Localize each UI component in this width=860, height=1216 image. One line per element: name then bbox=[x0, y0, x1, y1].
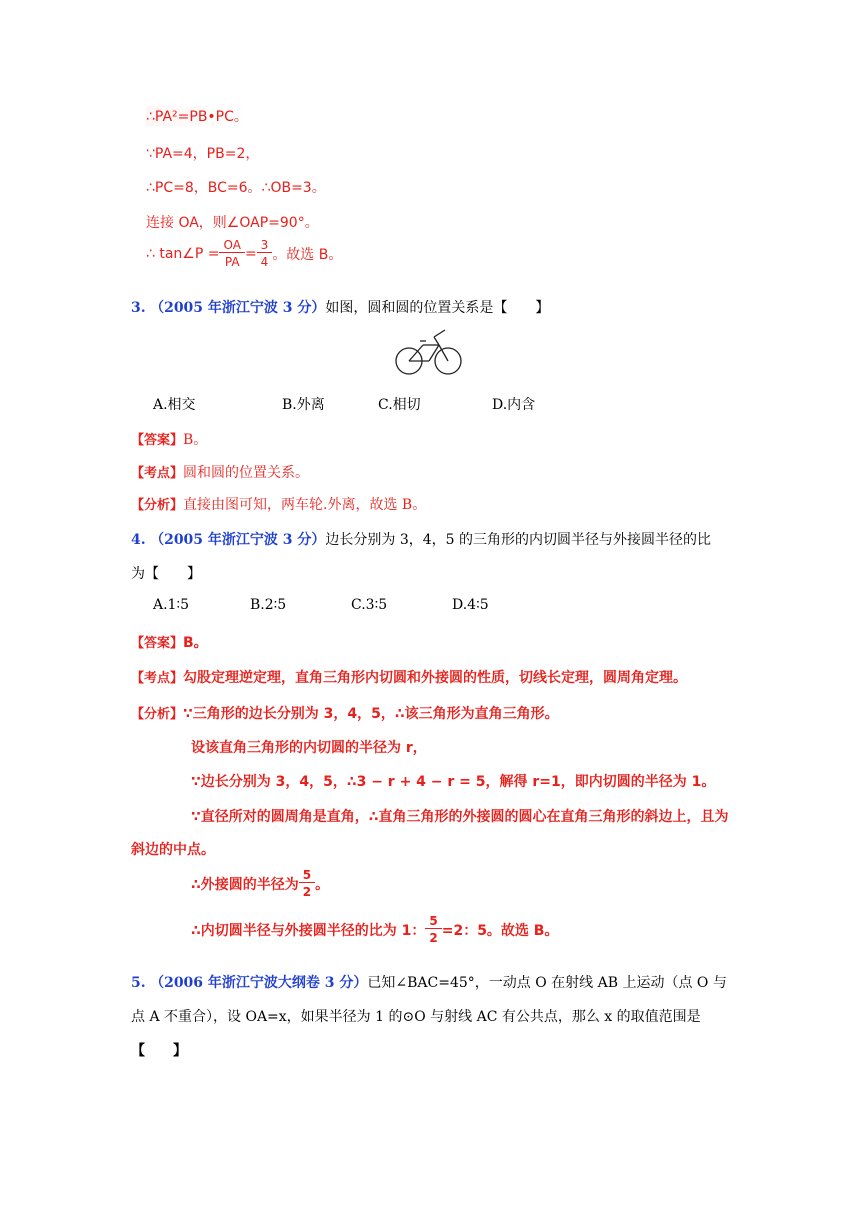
q3-number: 3. bbox=[131, 300, 146, 316]
analysis-value: 直接由图可知，两车轮.外离，故选 B。 bbox=[183, 497, 427, 513]
frac-num: 5 bbox=[429, 914, 438, 928]
frac-den: PA bbox=[224, 255, 240, 269]
q4-source: （2005 年浙江宁波 3 分） bbox=[150, 532, 326, 548]
q3-analysis bbox=[131, 494, 426, 514]
q3-point bbox=[131, 462, 309, 482]
tan-prefix: ∴ tan∠P = bbox=[146, 245, 220, 262]
answer-value: B。 bbox=[183, 635, 208, 651]
q5-stem-line-1 bbox=[131, 972, 727, 992]
point-value: 圆和圆的位置关系。 bbox=[183, 465, 310, 481]
frac-num: 5 bbox=[302, 868, 312, 882]
point-tag: 【考点】 bbox=[131, 466, 184, 481]
q4-point bbox=[131, 667, 687, 687]
frac-den: 2 bbox=[429, 931, 438, 945]
point-value: 勾股定理逆定理，直角三角形内切圆和外接圆的性质，切线长定理，圆周角定理。 bbox=[183, 670, 688, 686]
q4-analysis-line-7 bbox=[191, 914, 558, 945]
radius-suffix: 。 bbox=[315, 876, 330, 893]
fraction-5-2 bbox=[301, 868, 313, 899]
ratio-prefix: ∴内切圆半径与外接圆半径的比为 1： bbox=[191, 922, 426, 939]
q3-option-d: D.内含 bbox=[492, 397, 536, 413]
q4-analysis-line-6 bbox=[191, 868, 329, 899]
equals-sign: = bbox=[244, 245, 257, 262]
frac-num: OA bbox=[223, 238, 241, 252]
q3-option-a: A.相交 bbox=[153, 397, 196, 413]
frac-den: 4 bbox=[260, 255, 269, 269]
q4-stem: 边长分别为 3，4，5 的三角形的内切圆半径与外接圆半径的比 bbox=[325, 532, 712, 548]
solution-line-2: ∵PA=4，PB=2， bbox=[146, 146, 260, 162]
q5-stem: 已知∠BAC=45°，一动点 O 在射线 AB 上运动（点 O 与 bbox=[367, 975, 727, 991]
answer-tag: 【答案】 bbox=[131, 433, 184, 448]
q4-analysis-line-5: 斜边的中点。 bbox=[131, 842, 215, 858]
frac-den: 2 bbox=[302, 885, 312, 899]
ratio-suffix: =2：5。故选 B。 bbox=[441, 922, 559, 939]
answer-tag: 【答案】 bbox=[131, 636, 184, 651]
q4-option-b: B.2∶5 bbox=[250, 597, 287, 613]
solution-line-3: ∴PC=8，BC=6。∴OB=3。 bbox=[146, 180, 326, 196]
q3-stem: 如图，圆和圆的位置关系是【 】 bbox=[325, 300, 550, 316]
q4-option-c: C.3∶5 bbox=[351, 597, 388, 613]
q4-stem-line-1 bbox=[131, 529, 711, 549]
radius-prefix: ∴外接圆的半径为 bbox=[191, 876, 299, 893]
q3-stem-line bbox=[131, 297, 549, 317]
analysis-tag: 【分析】 bbox=[131, 498, 184, 513]
q4-analysis-line-4: ∵直径所对的圆周角是直角，∴直角三角形的外接圆的圆心在直角三角形的斜边上，且为 bbox=[191, 809, 729, 825]
fraction-5-2 bbox=[427, 914, 439, 945]
q3-option-b: B.外离 bbox=[282, 397, 325, 413]
analysis-tag: 【分析】 bbox=[131, 707, 184, 722]
q5-number: 5. bbox=[131, 975, 146, 991]
q3-option-c: C.相切 bbox=[378, 397, 421, 413]
q4-option-a: A.1∶5 bbox=[153, 597, 190, 613]
solution-line-1: ∴PA²=PB•PC。 bbox=[146, 106, 248, 126]
q3-answer bbox=[131, 429, 207, 449]
q4-option-d: D.4∶5 bbox=[452, 597, 489, 613]
choose-b: 。故选 B。 bbox=[272, 246, 343, 263]
analysis-value: ∵三角形的边长分别为 3，4，5，∴该三角形为直角三角形。 bbox=[183, 706, 559, 722]
fraction-3-4 bbox=[259, 238, 271, 269]
answer-value: B。 bbox=[183, 432, 208, 448]
q4-answer bbox=[131, 632, 208, 652]
q5-stem-line-3: 【 】 bbox=[131, 1043, 187, 1059]
frac-num: 3 bbox=[260, 238, 269, 252]
q4-stem-line-2: 为【 】 bbox=[131, 566, 201, 582]
q5-source: （2006 年浙江宁波大纲卷 3 分） bbox=[150, 975, 368, 991]
q3-source: （2005 年浙江宁波 3 分） bbox=[150, 300, 326, 316]
q5-stem-line-2: 点 A 不重合），设 OA=x，如果半径为 1 的⊙O 与射线 AC 有公共点，那么 x 的取值范围是 bbox=[131, 1009, 701, 1025]
q4-analysis-line-1 bbox=[131, 703, 559, 723]
fraction-oa-pa bbox=[221, 238, 242, 269]
point-tag: 【考点】 bbox=[131, 671, 184, 686]
q4-analysis-line-2: 设该直角三角形的内切圆的半径为 r， bbox=[191, 740, 427, 756]
solution-line-4: 连接 OA，则∠OAP=90°。 bbox=[146, 215, 319, 231]
solution-line-5 bbox=[146, 238, 342, 269]
q4-analysis-line-3: ∵边长分别为 3，4，5，∴3 − r + 4 − r = 5，解得 r=1，即内切圆的半径为 1。 bbox=[191, 774, 716, 790]
q4-number: 4. bbox=[131, 532, 146, 548]
bicycle-figure bbox=[393, 327, 467, 379]
